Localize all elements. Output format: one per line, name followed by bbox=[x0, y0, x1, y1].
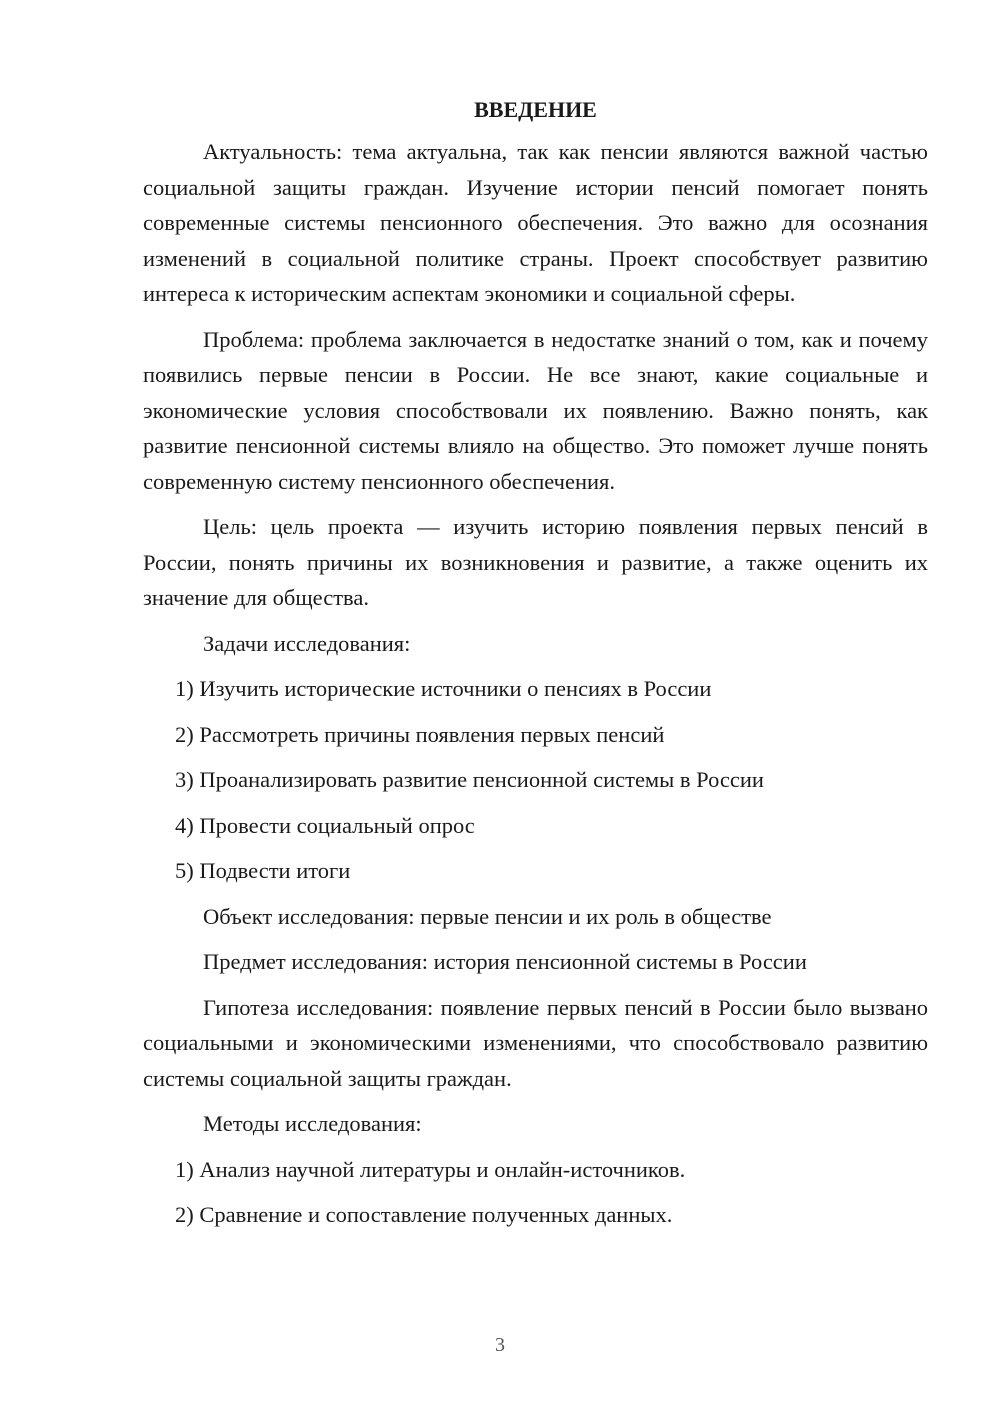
list-item: 1) Анализ научной литературы и онлайн-источников. bbox=[175, 1156, 686, 1182]
list-item: 2) Сравнение и сопоставление полученных данных. bbox=[175, 1202, 673, 1227]
methods-list bbox=[143, 1152, 928, 1233]
goal-paragraph: Цель: цель проекта — изучить историю появления первых пенсий в России, понять причины их возникновения и развитие, а также оценить их значение для общества. bbox=[143, 514, 928, 610]
list-item: 2) Рассмотреть причины появления первых пенсий bbox=[175, 721, 665, 747]
document-page bbox=[143, 94, 928, 1243]
page-number: 3 bbox=[495, 1334, 505, 1356]
problem-paragraph: Проблема: проблема заключается в недостатке знаний о том, как и почему появились первые пенсии в России. Не все знают, какие социальные и экономические условия способствовали их появлению. Важно понять, как развитие пенсионной системы влияло на общество. Это поможет лучше понять современную систему пенсионного обеспечения. bbox=[143, 326, 928, 494]
tasks-heading: Задачи исследования: bbox=[203, 630, 411, 656]
list-item: 4) Провести социальный опрос bbox=[175, 812, 475, 838]
subject-line: Предмет исследования: история пенсионной системы в России bbox=[203, 949, 807, 974]
list-item: 3) Проанализировать развитие пенсионной системы в России bbox=[175, 767, 764, 792]
relevance-paragraph: Актуальность: тема актуальна, так как пенсии являются важной частью социальной защиты граждан. Изучение истории пенсий помогает понять современные системы пенсионного обеспечения. Это важно для осознания изменений в социальной политике страны. Проект способствует развитию интереса к историческим аспектам экономики и социальной сферы. bbox=[143, 139, 928, 306]
methods-heading: Методы исследования: bbox=[203, 1111, 422, 1136]
object-line: Объект исследования: первые пенсии и их роль в обществе bbox=[203, 903, 772, 929]
hypothesis-paragraph: Гипотеза исследования: появление первых пенсий в России было вызвано социальными и экономическими изменениями, что способствовало развитию системы социальной защиты граждан. bbox=[143, 994, 928, 1091]
list-item: 5) Подвести итоги bbox=[175, 858, 351, 883]
page-title: ВВЕДЕНИЕ bbox=[474, 97, 597, 122]
tasks-list bbox=[143, 671, 928, 889]
list-item: 1) Изучить исторические источники о пенсиях в России bbox=[175, 676, 712, 701]
